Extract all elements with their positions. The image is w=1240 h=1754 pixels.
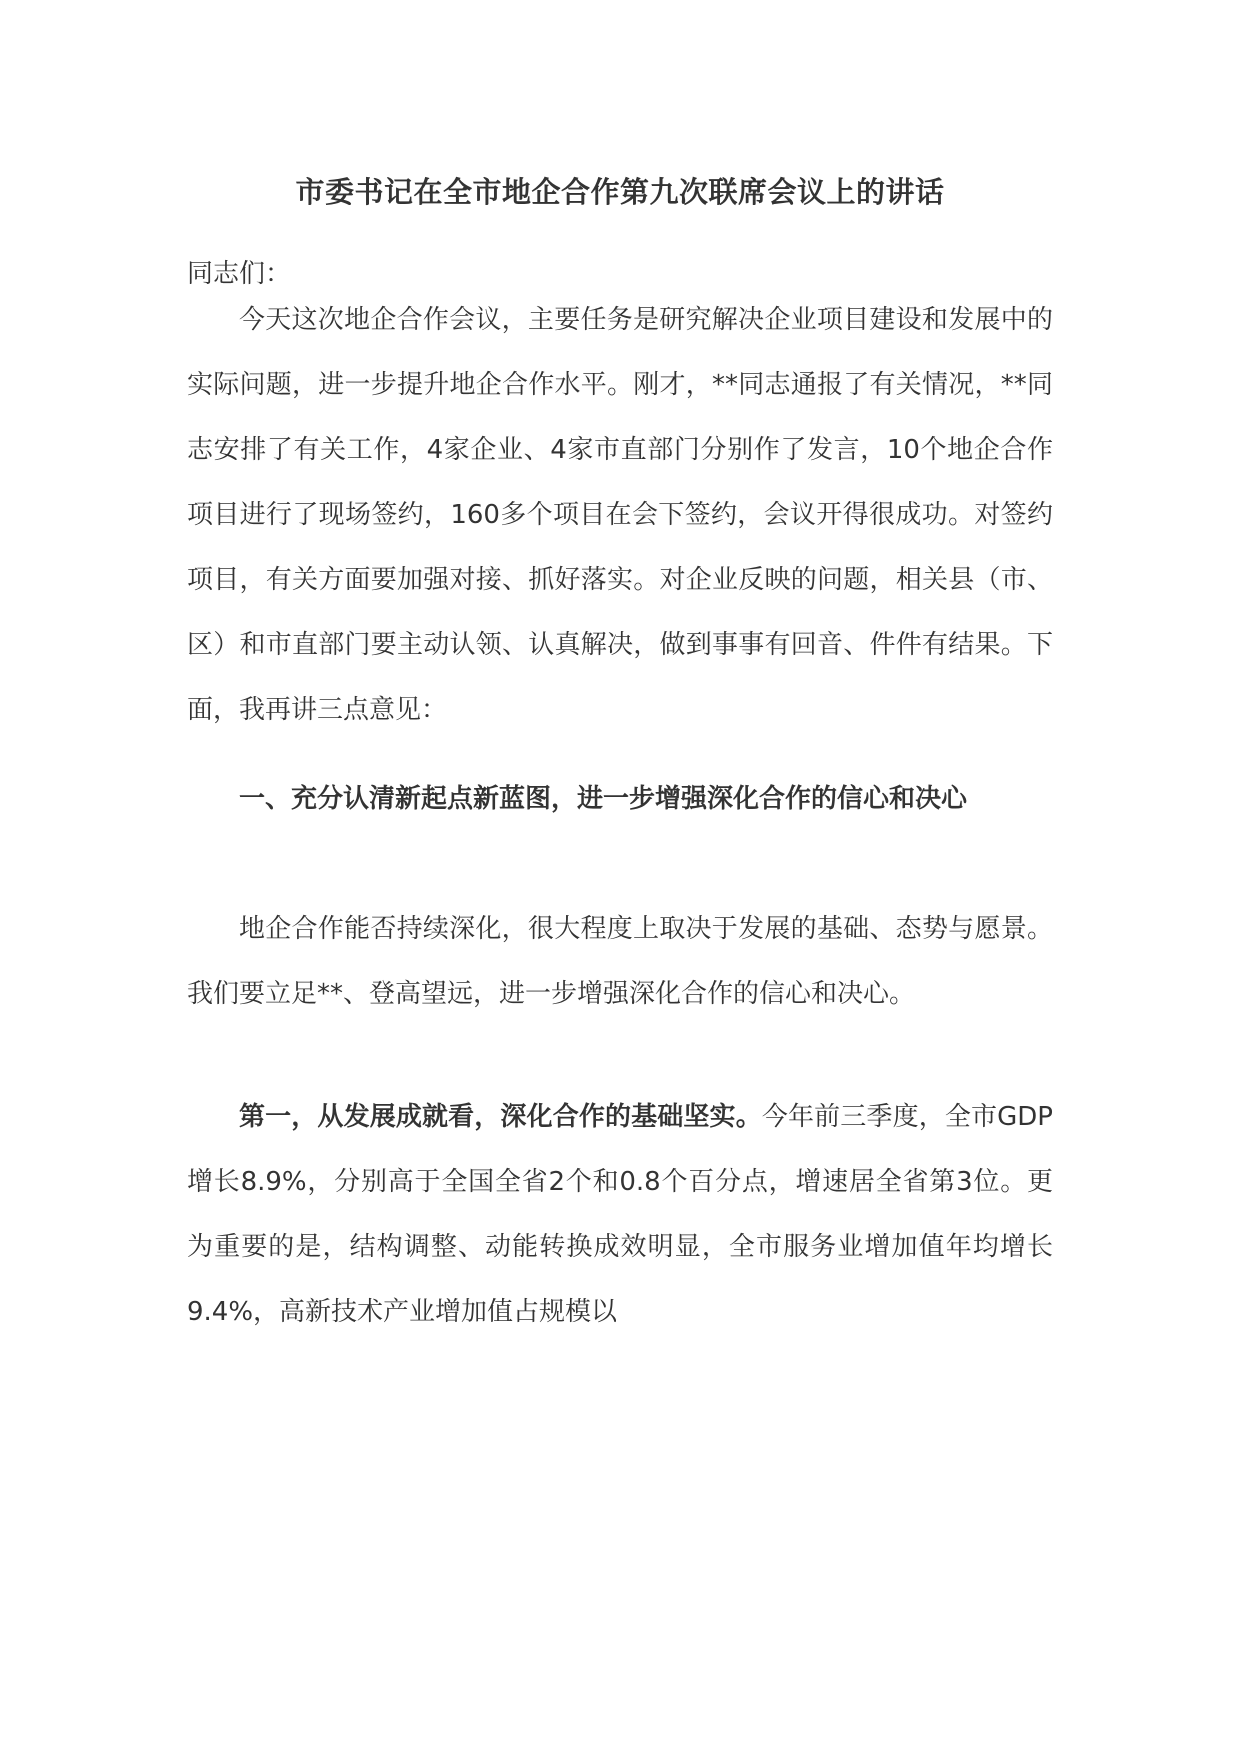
salutation: 同志们：: [187, 259, 292, 289]
point-lead: 第一，从发展成就看，深化合作的基础坚实。: [239, 1102, 762, 1132]
point-text: 今年前三季度，全市GDP增长8.9%，分别高于全国全省2个和0.8个百分点，增速居全省第3位。更为重要的是，结构调整、动能转换成效明显，全市服务业增加值年均增长9.4%，高新技术产业增加值占规模以: [187, 1102, 1053, 1327]
section-paragraph: 地企合作能否持续深化，很大程度上取决于发展的基础、态势与愿景。我们要立足**、登高望远，进一步增强深化合作的信心和决心。: [187, 914, 1053, 1009]
section-heading: 一、充分认清新起点新蓝图，进一步增强深化合作的信心和决心: [239, 784, 968, 814]
intro-paragraph: 今天这次地企合作会议，主要任务是研究解决企业项目建设和发展中的实际问题，进一步提升地企合作水平。刚才，**同志通报了有关情况，**同志安排了有关工作，4家企业、4家市直部门分别作了发言，10个地企合作项目进行了现场签约，160多个项目在会下签约，会议开得很成功。对签约项目，有关方面要加强对接、抓好落实。对企业反映的问题，相关县（市、区）和市直部门要主动认领、认真解决，做到事事有回音、件件有结果。下面，我再讲三点意见：: [187, 305, 1053, 725]
document-title: 市委书记在全市地企合作第九次联席会议上的讲话: [295, 175, 945, 209]
point-paragraph: [187, 1085, 1053, 1345]
